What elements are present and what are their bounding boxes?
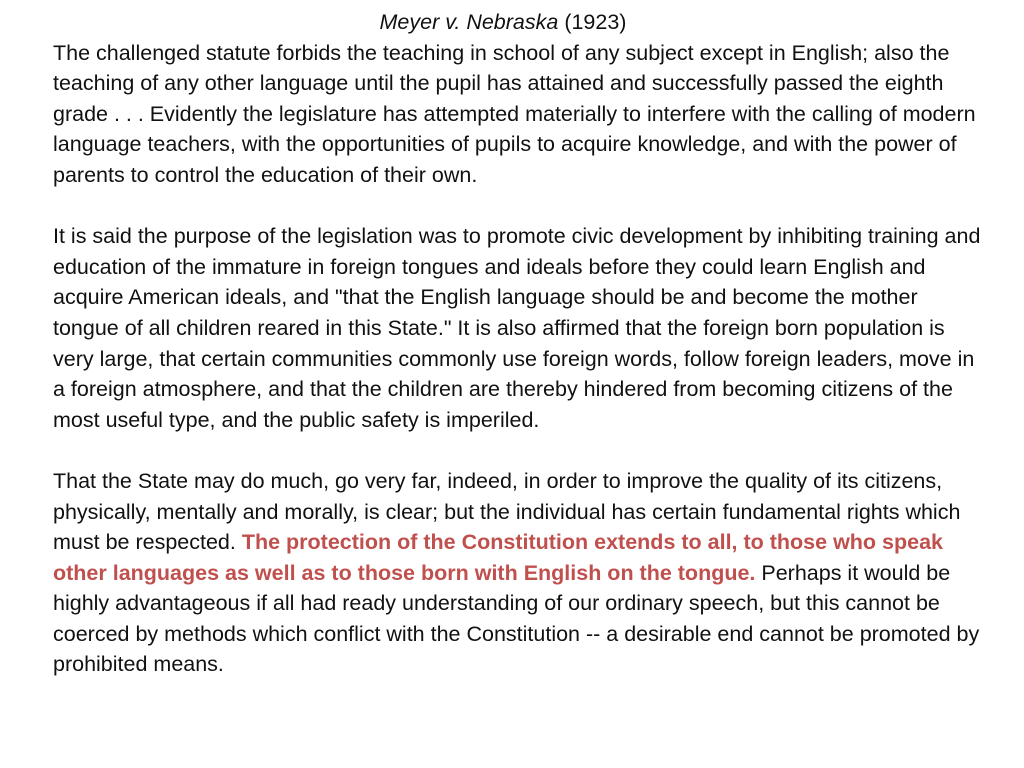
case-year: (1923) bbox=[558, 10, 627, 34]
paragraph-statute: The challenged statute forbids the teaching in school of any subject except in English; also the teaching of any other language until the pupil has attained and successfully passed the eighth grade . . . Evidently the legislature has attempted materially to interfere with the calling of modern language teachers, with the opportunities of pupils to acquire knowledge, and with the power of parents to control the education of their own. bbox=[53, 40, 976, 187]
paragraph-purpose: It is said the purpose of the legislation was to promote civic development by inhibiting training and education of the immature in foreign tongues and ideals before they could learn English and acquire American ideals, and "that the English language should be and become the mother tongue of all children reared in this State." It is also affirmed that the foreign born population is very large, that certain communities commonly use foreign words, follow foreign leaders, move in a foreign atmosphere, and that the children are thereby hindered from becoming citizens of the most useful type, and the public safety is imperiled. bbox=[53, 224, 981, 432]
paragraph-rights-intro: That the State may do much, go very far, indeed, in order to improve the quality of its citizens, physically, mentally and morally, is clear; but the individual has certain fundamental rights which must be respected. bbox=[53, 468, 961, 555]
slide-title bbox=[53, 7, 983, 38]
slide-content bbox=[53, 7, 983, 680]
paragraph-rights-conclusion: Perhaps it would be highly advantageous if all had ready understanding of our ordinary speech, but this cannot be coerced by methods which conflict with the Constitution -- a desirable end cannot be promoted by prohibited means. bbox=[53, 560, 980, 677]
paragraph-rights bbox=[53, 466, 983, 680]
highlighted-quote: The protection of the Constitution extends to all, to those who speak other languages as well as to those born with English on the tongue. bbox=[53, 530, 943, 585]
case-name: Meyer v. Nebraska bbox=[379, 10, 559, 34]
